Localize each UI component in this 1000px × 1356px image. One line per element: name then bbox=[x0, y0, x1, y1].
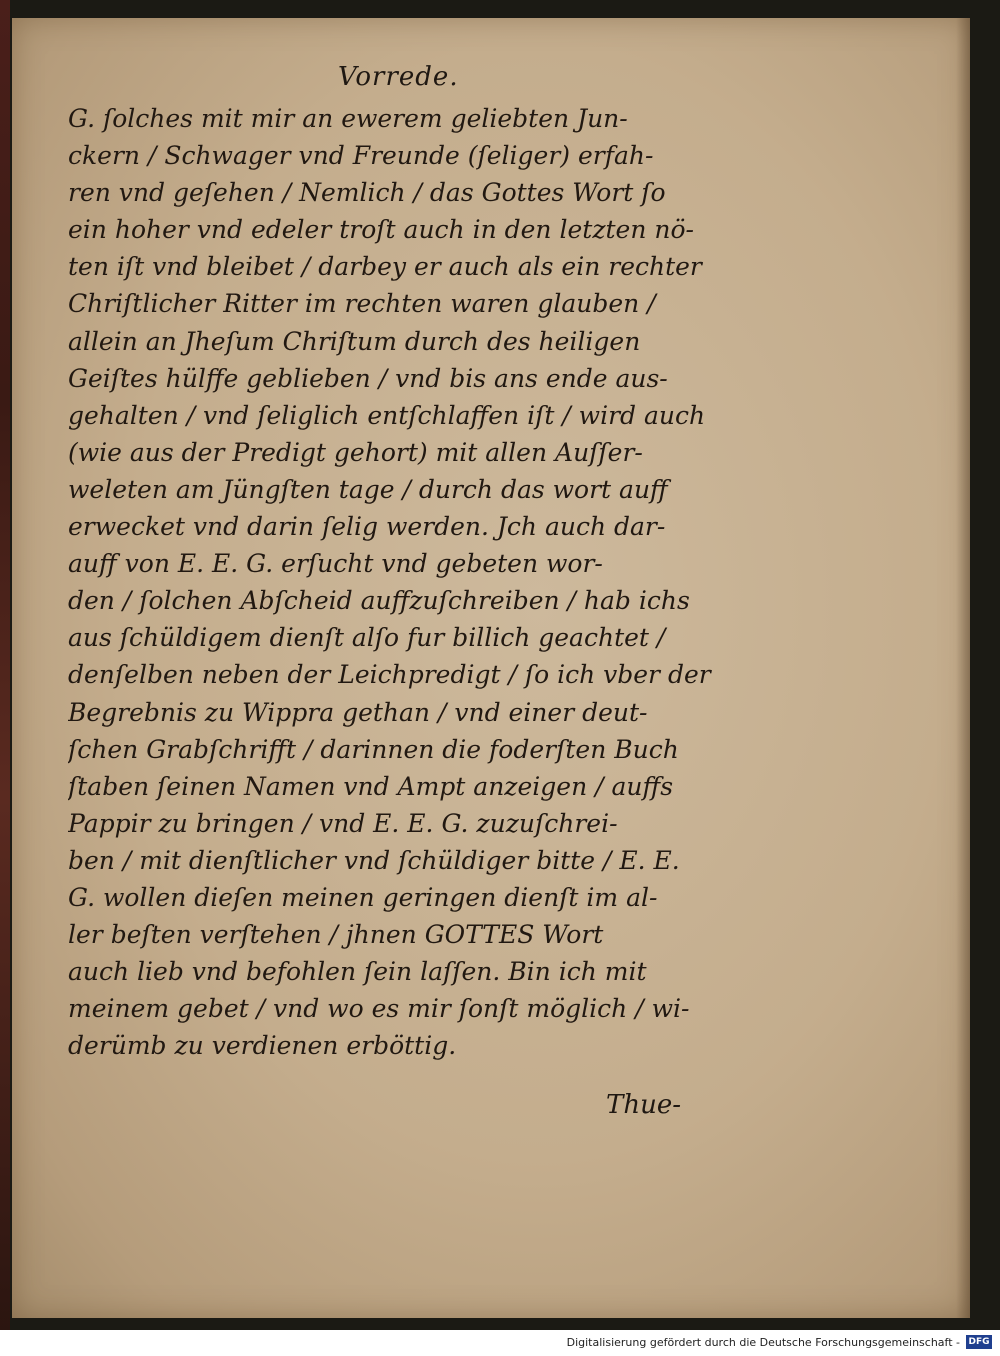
text-line: aus ſchüldigem dienſt alſo fur billich geachtet / bbox=[68, 623, 666, 653]
catchword: Thue- bbox=[606, 1090, 682, 1120]
funding-credit: Digitalisierung gefördert durch die Deutsche Forschungsgemeinschaft - bbox=[566, 1336, 960, 1349]
text-line: ben / mit dienſtlicher vnd ſchüldiger bitte / E. E. bbox=[68, 845, 680, 875]
text-line: meinem gebet / vnd wo es mir ſonſt möglich / wi- bbox=[68, 994, 690, 1024]
running-head: Vorrede. bbox=[338, 62, 459, 92]
text-line: allein an Jheſum Chriſtum durch des heiligen bbox=[68, 326, 641, 356]
text-line: Chriſtlicher Ritter im rechten waren glauben / bbox=[68, 289, 656, 319]
text-line: ren vnd geſehen / Nemlich / das Gottes Wort ſo bbox=[68, 178, 666, 208]
text-line: Pappir zu bringen / vnd E. E. G. zuzuſchrei- bbox=[68, 808, 618, 838]
text-line: ſtaben ſeinen Namen vnd Ampt anzeigen / auffs bbox=[68, 771, 674, 801]
text-line: (wie aus der Predigt gehort) mit allen Auſſer- bbox=[68, 437, 643, 467]
text-line: auff von E. E. G. erſucht vnd gebeten wor- bbox=[68, 549, 603, 579]
book-binding bbox=[0, 0, 10, 1330]
dfg-logo: DFG bbox=[966, 1335, 992, 1349]
text-line: ten iſt vnd bleibet / darbey er auch als ein rechter bbox=[68, 252, 702, 282]
text-line: den / ſolchen Abſcheid auffzuſchreiben / hab ichs bbox=[68, 586, 690, 616]
text-line: denſelben neben der Leichpredigt / ſo ich vber der bbox=[68, 660, 711, 690]
text-line: gehalten / vnd ſeliglich entſchlaffen iſt / wird auch bbox=[68, 400, 706, 430]
text-line: G. ſolches mit mir an ewerem geliebten Jun- bbox=[68, 104, 628, 133]
text-line: ler beſten verſtehen / jhnen GOTTES Wort bbox=[68, 920, 604, 950]
text-line: ein hoher vnd edeler troſt auch in den letzten nö- bbox=[68, 215, 694, 245]
text-line: G. wollen dieſen meinen geringen dienſt im al- bbox=[68, 882, 658, 912]
text-line: derümb zu verdienen erböttig. bbox=[68, 1031, 457, 1061]
text-line: auch lieb vnd befohlen ſein laſſen. Bin ich mit bbox=[68, 957, 647, 987]
page-edge-shadow bbox=[956, 18, 970, 1318]
text-line: ckern / Schwager vnd Freunde (ſeliger) erfah- bbox=[68, 141, 654, 171]
footer-bar bbox=[0, 1330, 1000, 1356]
text-line: ſchen Grabſchrifft / darinnen die foderſten Buch bbox=[68, 734, 679, 764]
text-line: weleten am Jüngſten tage / durch das wort auff bbox=[68, 474, 668, 504]
body-text bbox=[68, 100, 718, 1064]
text-line: Geiſtes hülffe geblieben / vnd bis ans ende aus- bbox=[68, 363, 668, 393]
text-line: Begrebnis zu Wippra gethan / vnd einer deut- bbox=[68, 697, 648, 727]
text-line: erwecket vnd darin ſelig werden. Jch auch dar- bbox=[68, 512, 666, 542]
